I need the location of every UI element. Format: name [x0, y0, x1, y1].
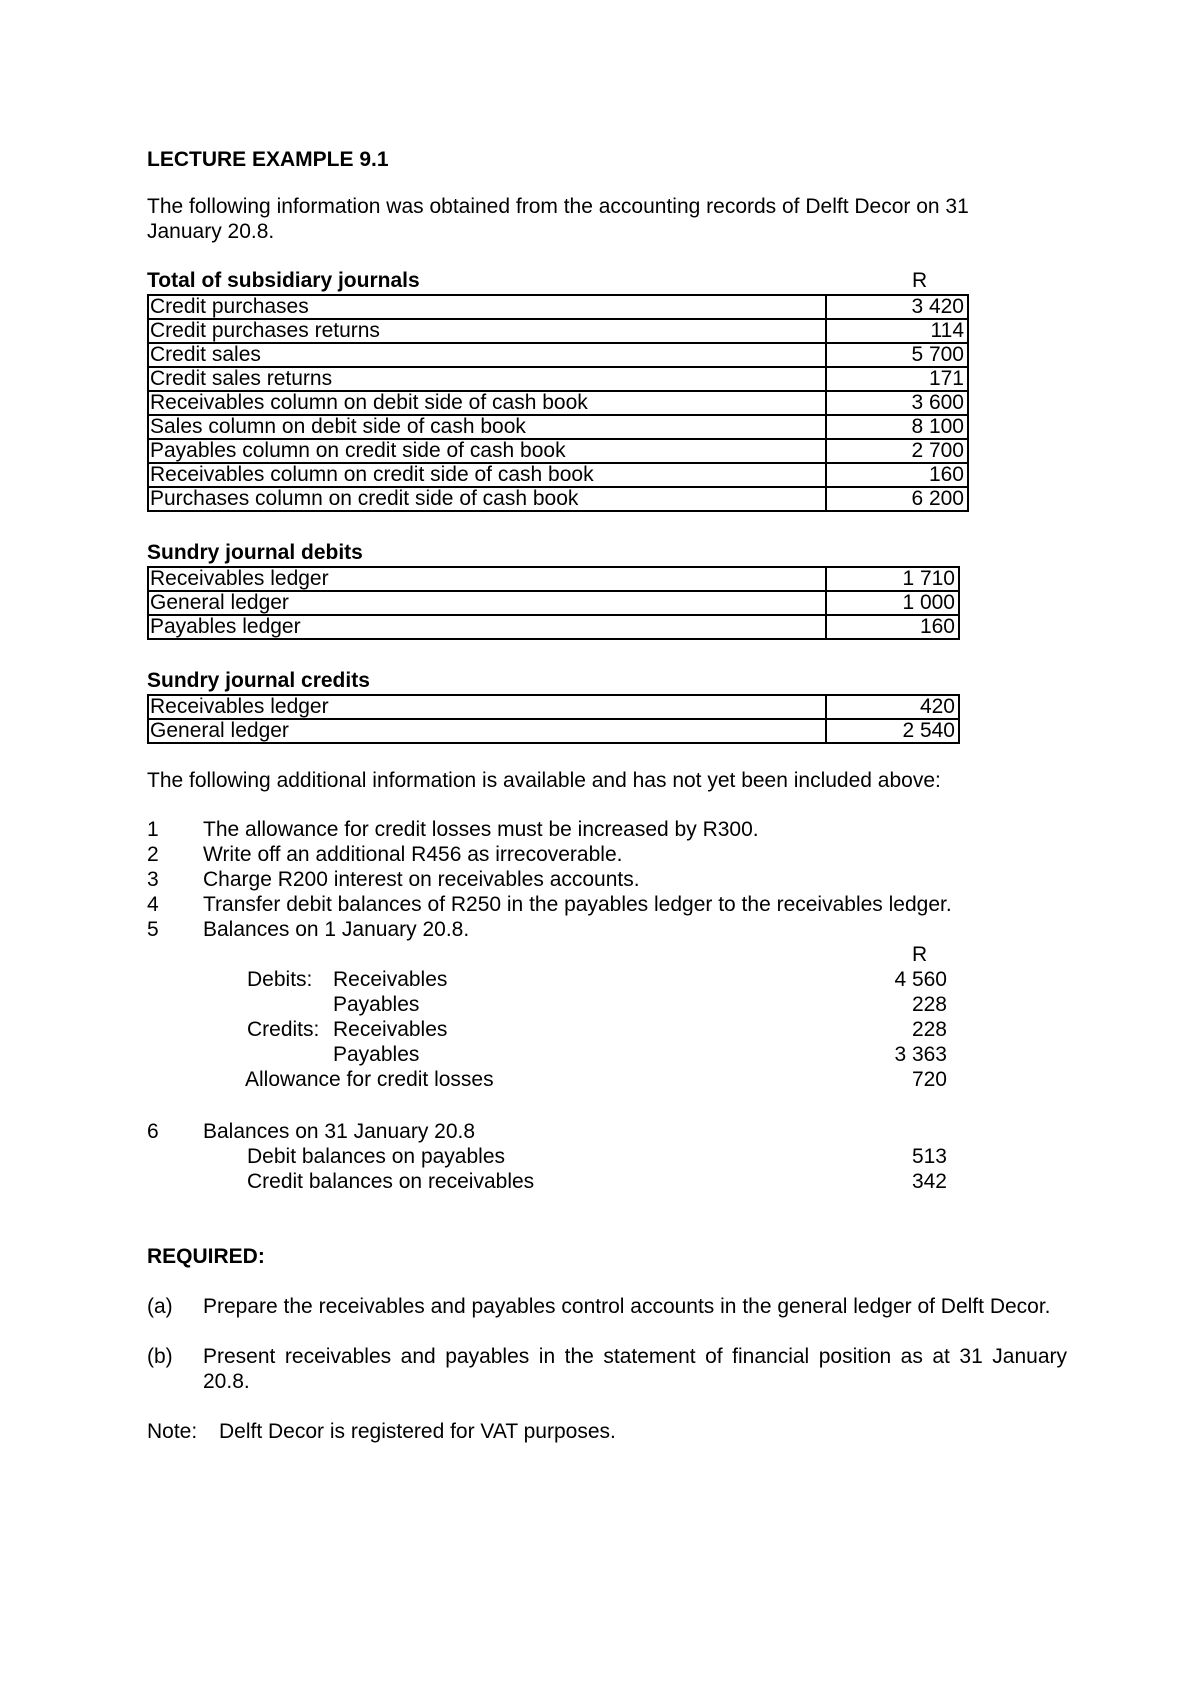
balance-row	[147, 1144, 1067, 1169]
row-label: Payables ledger	[148, 615, 826, 639]
row-label: Receivables column on debit side of cash book	[148, 391, 826, 415]
table-row	[148, 367, 968, 391]
balance-label: Debit balances on payables	[247, 1145, 506, 1168]
opening-balances-header	[147, 942, 1067, 967]
item-number: 2	[147, 843, 159, 866]
balance-row	[147, 1042, 1067, 1067]
table-row	[148, 567, 959, 591]
row-value: 160	[826, 463, 968, 487]
balance-value: 342	[911, 1170, 947, 1193]
row-value: 160	[826, 615, 959, 639]
subsidiary-heading: Total of subsidiary journals	[147, 269, 420, 292]
item-number: 6	[147, 1120, 159, 1143]
balance-row	[147, 1017, 1067, 1042]
item-number: 3	[147, 868, 159, 891]
table-row	[148, 719, 959, 743]
document-page	[147, 147, 1067, 1444]
list-item	[147, 892, 1067, 917]
item-text: Write off an additional R456 as irrecoverable.	[203, 843, 623, 866]
note-text: Delft Decor is registered for VAT purposes.	[219, 1420, 616, 1443]
list-item	[147, 917, 1067, 942]
item-number: 4	[147, 893, 159, 916]
row-label: General ledger	[148, 719, 826, 743]
sundry-debits-heading: Sundry journal debits	[147, 541, 363, 564]
row-value: 114	[826, 319, 968, 343]
row-label: Credit sales returns	[148, 367, 826, 391]
row-label: Credit sales	[148, 343, 826, 367]
balance-label: Credit balances on receivables	[247, 1170, 535, 1193]
page-title: LECTURE EXAMPLE 9.1	[147, 148, 389, 171]
subsidiary-heading-row	[147, 268, 1067, 294]
balance-value: 513	[911, 1145, 947, 1168]
question-number: (b)	[147, 1345, 173, 1368]
balance-value: 228	[911, 1018, 947, 1041]
table-row	[148, 695, 959, 719]
balance-label: Payables	[333, 1043, 420, 1066]
balance-value: 720	[911, 1068, 947, 1091]
row-value: 1 000	[826, 591, 959, 615]
additional-info-intro: The following additional information is available and has not yet been included above:	[147, 769, 941, 792]
item-text: Balances on 31 January 20.8	[203, 1120, 476, 1143]
sundry-credits-table	[147, 694, 960, 744]
row-value: 6 200	[826, 487, 968, 511]
question-item	[147, 1294, 1067, 1319]
question-number: (a)	[147, 1295, 173, 1318]
table-row	[148, 319, 968, 343]
balance-label: Receivables	[333, 1018, 448, 1041]
item-text: Charge R200 interest on receivables accounts.	[203, 868, 640, 891]
table-row	[148, 343, 968, 367]
balance-value: 228	[911, 993, 947, 1016]
currency-column-header: R	[912, 269, 928, 292]
debits-label: Debits:	[247, 968, 313, 991]
row-value: 2 540	[826, 719, 959, 743]
balance-row	[147, 992, 1067, 1017]
row-label: Receivables ledger	[148, 567, 826, 591]
balance-label: Allowance for credit losses	[245, 1068, 494, 1091]
additional-info-list	[147, 817, 1067, 1194]
sundry-debits-section	[147, 540, 1067, 640]
question-text: Prepare the receivables and payables control accounts in the general ledger of Delft Decor.	[203, 1295, 1051, 1318]
sundry-debits-table	[147, 566, 960, 640]
balance-label: Payables	[333, 993, 420, 1016]
row-value: 420	[826, 695, 959, 719]
row-label: Credit purchases	[148, 295, 826, 319]
balance-value: 3 363	[894, 1043, 947, 1066]
sundry-credits-section	[147, 668, 1067, 744]
item-text: Balances on 1 January 20.8.	[203, 918, 470, 941]
row-value: 171	[826, 367, 968, 391]
table-row	[148, 615, 959, 639]
item-number: 1	[147, 818, 159, 841]
intro-paragraph: The following information was obtained from the accounting records of Delft Decor on 31 January 20.8.	[147, 195, 969, 243]
table-row	[148, 591, 959, 615]
row-label: Credit purchases returns	[148, 319, 826, 343]
row-value: 3 600	[826, 391, 968, 415]
balance-row	[147, 967, 1067, 992]
list-item	[147, 867, 1067, 892]
balance-row	[147, 1067, 1067, 1092]
table-row	[148, 463, 968, 487]
row-label: General ledger	[148, 591, 826, 615]
table-row	[148, 487, 968, 511]
credits-label: Credits:	[247, 1018, 320, 1041]
table-row	[148, 391, 968, 415]
row-value: 8 100	[826, 415, 968, 439]
row-label: Payables column on credit side of cash book	[148, 439, 826, 463]
item-text: The allowance for credit losses must be increased by R300.	[203, 818, 759, 841]
list-item	[147, 842, 1067, 867]
table-row	[148, 295, 968, 319]
row-label: Receivables column on credit side of cash book	[148, 463, 826, 487]
required-heading: REQUIRED:	[147, 1245, 265, 1268]
row-value: 3 420	[826, 295, 968, 319]
subsidiary-journals-table	[147, 294, 969, 512]
note	[147, 1419, 1067, 1444]
row-value: 1 710	[826, 567, 959, 591]
balance-value: 4 560	[894, 968, 947, 991]
question-text: Present receivables and payables in the statement of financial position as at 31 January 20.8.	[203, 1345, 1067, 1393]
list-item	[147, 1119, 1067, 1144]
item-number: 5	[147, 918, 159, 941]
row-value: 2 700	[826, 439, 968, 463]
item-text: Transfer debit balances of R250 in the payables ledger to the receivables ledger.	[203, 893, 952, 916]
question-item	[147, 1344, 1067, 1394]
note-label: Note:	[147, 1420, 198, 1443]
sundry-credits-heading: Sundry journal credits	[147, 669, 370, 692]
row-value: 5 700	[826, 343, 968, 367]
row-label: Purchases column on credit side of cash book	[148, 487, 826, 511]
balance-row	[147, 1169, 1067, 1194]
row-label: Sales column on debit side of cash book	[148, 415, 826, 439]
balance-label: Receivables	[333, 968, 448, 991]
list-item	[147, 817, 1067, 842]
row-label: Receivables ledger	[148, 695, 826, 719]
table-row	[148, 415, 968, 439]
subsidiary-journals-section	[147, 268, 1067, 512]
table-row	[148, 439, 968, 463]
currency-column-header: R	[912, 943, 928, 966]
